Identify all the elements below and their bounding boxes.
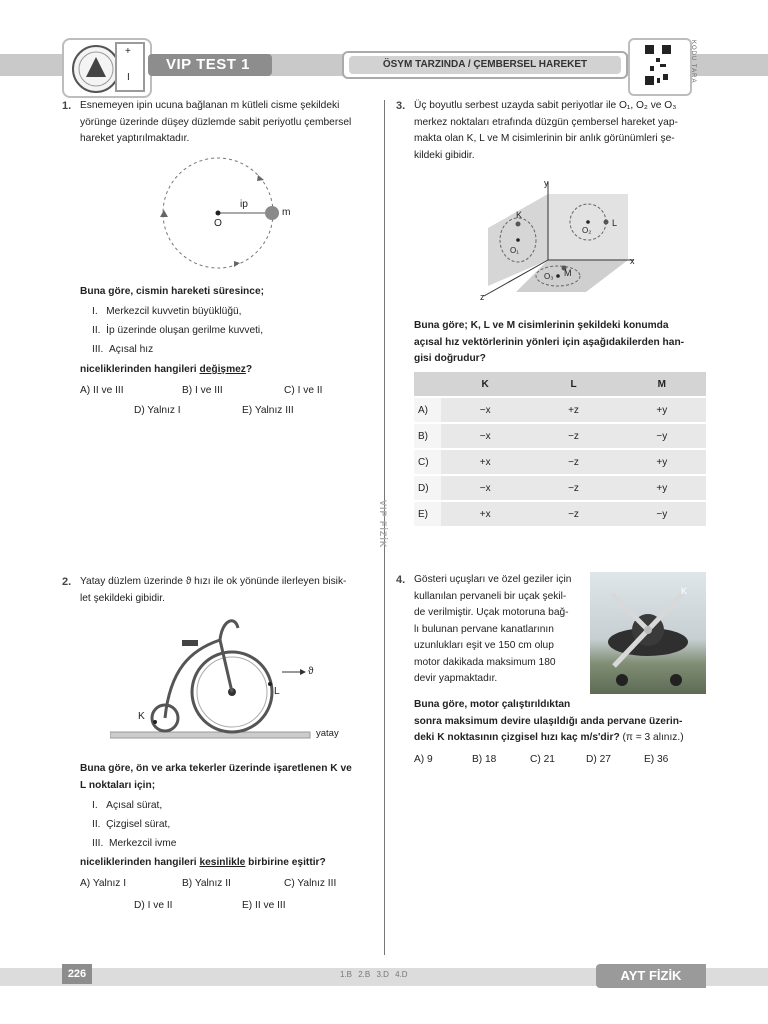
photo-label-k: K [681,586,688,596]
q4-line: de verilmiştir. Uçak motoruna bağ- [414,607,569,618]
arrow-icon [234,261,240,267]
handlebar [220,621,238,640]
table-head-l: L [529,372,617,397]
fig-label-m: M [564,268,572,278]
q2-ask [80,855,326,872]
o2-point [586,220,590,224]
cell-k: −x [441,423,529,449]
q1-line: yörünge üzerinde düşey düzlemde sabit periyotlu çembersel [80,116,352,128]
q1-number: 1. [62,100,72,112]
table-row[interactable] [414,449,706,475]
q3-prompt-line: Buna göre; K, L ve M cisimlerinin şekildeki konumda [414,320,669,331]
q2-option-d[interactable]: D) I ve II [134,900,173,911]
q2-option-c[interactable]: C) Yalnız III [284,878,337,889]
q1-ask [80,362,252,379]
q1-stem [80,98,380,148]
fig-label-k: K [138,711,145,722]
ask-post: ? [245,364,253,375]
q3-line: kildeki gibidir. [414,149,475,161]
arrow-icon [160,210,168,217]
q2-option-b[interactable]: B) Yalnız II [182,878,231,889]
q2-item [92,817,170,834]
q3-prompt-line: gisi doğrudur? [414,353,486,364]
q1-option-e[interactable]: E) Yalnız III [242,405,294,416]
q2-prompt-line: L noktaları için; [80,779,156,791]
fig-label-o: O [214,218,222,229]
table-head-k: K [441,372,529,397]
q2-prompt-line: Buna göre, ön ve arka tekerler üzerinde işaretlenen K ve [80,763,352,774]
q3-3d-figure [476,176,642,304]
q1-prompt: Buna göre, cismin hareketi süresince; [80,286,265,297]
item-text: Merkezcil ivme [109,838,177,849]
fig-label-o2: O₂ [582,226,592,235]
battery-mark: I [127,72,130,83]
q4-option-d[interactable]: D) 27 [586,754,611,765]
q2-option-e[interactable]: E) II ve III [242,900,286,911]
page-number: 226 [62,964,92,984]
option-letter: E) [414,501,441,527]
qr-label: KODU TARA [690,40,696,84]
q1-option-c[interactable]: C) I ve II [284,385,323,396]
item-text: İp üzerinde oluşan gerilme kuvveti, [106,325,264,336]
q4-line: lı bulunan pervane kanatlarının [414,623,554,635]
point-l [268,682,272,686]
q2-prompt [80,761,380,794]
fig-label-v: ϑ [308,666,314,677]
ask-post: birbirine eşittir? [245,857,326,868]
q4-prompt-line: sonra maksimum devire ulaşıldığı anda pervane üzerin- [414,715,683,727]
cell-k: +x [441,501,529,527]
q4-option-c[interactable]: C) 21 [530,754,555,765]
cell-m: −y [618,423,706,449]
l-object [604,220,609,225]
cell-m: +y [618,475,706,501]
ask-pre: niceliklerinden hangileri [80,364,200,375]
o3-point [556,274,560,278]
plane-wheel [670,674,682,686]
q4-line: uzunlukları eşit ve 150 cm olup [414,640,554,651]
q4-note: (π = 3 alınız.) [622,732,684,743]
option-letter: B) [414,423,441,449]
q3-prompt-line: açısal hız vektörlerinin yönleri için aşağıdakilerden han- [414,336,685,348]
q4-prompt [414,697,714,747]
battery-plus: + [125,46,131,57]
q3-line: Üç boyutlu serbest uzayda sabit periyotlar ile O₁, O₂ ve O₃ [414,100,677,111]
fig-label-y: y [544,178,549,188]
q3-line: merkez noktaları etrafında düzgün çembersel hareket yap- [414,116,678,128]
fig-label-m: m [282,207,291,218]
q2-bicycle-figure [110,610,370,745]
fig-label-l: L [274,686,280,697]
roman: III. [92,838,104,849]
cell-l: +z [529,397,617,423]
q2-item [92,798,162,815]
table-row[interactable] [414,501,706,527]
q2-item [92,836,176,853]
table-header [414,372,706,397]
test-title: VIP TEST 1 [148,54,272,76]
side-label: VIP FİZİK [378,500,388,549]
roman: I. [92,306,98,317]
plane-wheel [616,674,628,686]
roman: I. [92,800,98,811]
cell-k: −x [441,397,529,423]
subject-tab: AYT FİZİK [596,964,706,988]
table-head-m: M [618,372,706,397]
cell-l: −z [529,423,617,449]
q3-line: makta olan K, L ve M cisimlerinin bir anlık görünümleri şe- [414,133,675,144]
fig-label-z: z [480,292,485,302]
q1-option-a[interactable]: A) II ve III [80,385,124,396]
arrow-icon [300,669,306,675]
q4-stem [414,572,586,688]
option-letter: D) [414,475,441,501]
q1-circle-figure [150,155,300,275]
fig-label-ip: ip [240,199,248,210]
battery-icon [115,42,145,92]
fig-label-o1: O₁ [510,246,519,255]
q1-item [92,323,263,340]
q3-stem [414,98,710,164]
q4-number: 4. [396,574,406,586]
option-letter: C) [414,449,441,475]
topic-tab [342,51,628,79]
q4-prompt-line: deki K noktasının çizgisel hızı kaç m/s'dir? [414,732,620,743]
q1-option-d[interactable]: D) Yalnız I [134,405,181,416]
fig-label-o3: O₃ [544,272,554,281]
roman: II. [92,325,101,336]
arrow-icon [257,175,264,181]
qr-code-icon[interactable] [628,38,692,96]
fig-label-x: x [630,256,635,266]
q1-item [92,342,153,359]
q3-answer-table [414,372,706,528]
q3-prompt [414,318,710,368]
q4-prompt-line: Buna göre, motor çalıştırıldıktan [414,699,571,710]
option-letter: A) [414,397,441,423]
q1-option-b[interactable]: B) I ve III [182,385,223,396]
bicycle-frame [165,640,232,718]
item-text: Merkezcil kuvvetin büyüklüğü, [106,306,242,317]
q4-option-b[interactable]: B) 18 [472,754,497,765]
roman: III. [92,344,104,355]
o1-point [516,238,520,242]
item-text: Açısal hız [109,344,154,355]
cell-m: +y [618,449,706,475]
q2-number: 2. [62,576,72,588]
fig-label-ground: yatay [316,728,339,739]
logo-seal-icon [72,45,120,93]
fig-label-l: L [612,218,618,228]
q4-option-e[interactable]: E) 36 [644,754,669,765]
topic-title: ÖSYM TARZINDA / ÇEMBERSEL HAREKET [349,56,621,74]
table-corner [414,372,441,397]
q4-line: kullanılan pervaneli bir uçak şekil- [414,590,567,602]
q3-number: 3. [396,100,406,112]
table-row[interactable] [414,397,706,423]
ground-plank [110,732,310,738]
q4-option-a[interactable]: A) 9 [414,754,433,765]
ask-pre: niceliklerinden hangileri [80,857,200,868]
cell-l: −z [529,501,617,527]
seat [182,640,198,646]
k-object [516,222,521,227]
q2-line: let şekildeki gibidir. [80,592,165,604]
q4-line: devir yapmaktadır. [414,673,498,684]
item-text: Açısal sürat, [106,800,163,811]
answer-key: 1.B 2.B 3.D 4.D [340,970,408,979]
cell-m: +y [618,397,706,423]
item-text: Çizgisel sürat, [106,819,171,830]
q4-line: Gösteri uçuşları ve özel geziler için [414,574,572,585]
propeller-blade [648,594,682,630]
ask-key: değişmez [199,364,246,375]
q1-item [92,304,242,321]
cell-m: −y [618,501,706,527]
propeller-blade [612,594,648,630]
q4-line: motor dakikada maksimum 180 [414,656,556,668]
fig-label-k: K [516,210,523,220]
cell-l: −z [529,449,617,475]
mass-ball [265,206,279,220]
table-row[interactable] [414,475,706,501]
q1-line: Esnemeyen ipin ucuna bağlanan m kütleli cisme şekildeki [80,100,340,111]
propeller-hub [644,626,652,634]
cell-k: −x [441,475,529,501]
center-point [216,211,221,216]
propeller-plane-photo [590,572,706,694]
point-k [153,720,157,724]
q2-option-a[interactable]: A) Yalnız I [80,878,127,889]
q2-stem [80,574,380,607]
cell-l: −z [529,475,617,501]
q1-line: hareket yaptırılmaktadır. [80,133,190,144]
table-row[interactable] [414,423,706,449]
q2-line: Yatay düzlem üzerinde ϑ hızı ile ok yönünde ilerleyen bisik- [80,576,347,587]
ask-key: kesinlikle [199,857,246,868]
cell-k: +x [441,449,529,475]
roman: II. [92,819,101,830]
